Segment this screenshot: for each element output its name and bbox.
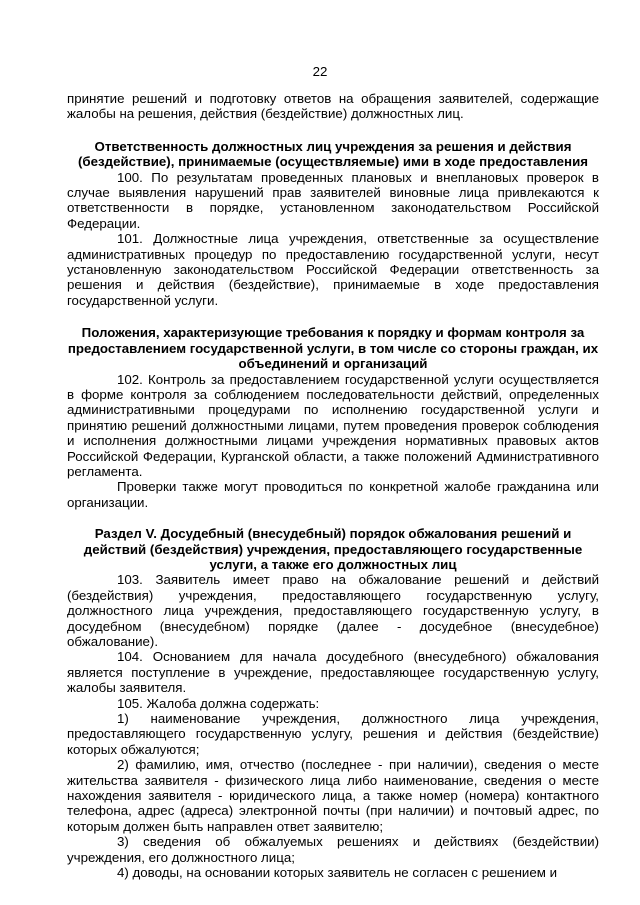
heading-control: Положения, характеризующие требования к порядку и формам контроля за предоставлением государственной услуги, в том числе со стороны граждан, их объединений и организаций [67,325,599,372]
paragraph-102-checks: Проверки также могут проводиться по конкретной жалобе гражданина или организации. [67,479,599,510]
document-body [67,91,599,881]
heading-responsibility: Ответственность должностных лиц учреждения за решения и действия (бездействие), принимаемые (осуществляемые) ими в ходе предоставления [77,138,588,170]
paragraph-intro: принятие решений и подготовку ответов на обращения заявителей, содержащие жалобы на решения, действия (бездействие) должностных лиц. [67,91,599,122]
paragraph-105: 105. Жалоба должна содержать: [117,695,320,711]
paragraph-103: 103. Заявитель имеет право на обжалование решений и действий (бездействия) учреждения, предоставляющего государственную услугу, должностного лица учреждения, предоставляющего государственную услугу, в досудебном (внесудебном) порядке (далее - досудебное (внесудебное) обжалование). [67,572,599,649]
paragraph-102: 102. Контроль за предоставлением государственной услуги осуществляется в форме контроля за соблюдением последовательности действий, определенных административными процедурами по исполнению государственной услуги и принятию решений должностными лицами, путем проведения проверок соблюдения и исполнения должностными лицами учреждения нормативных правовых актов Российской Федерации, Курганской области, а также положений Административного регламента. [67,371,599,479]
paragraph-105-item-1: 1) наименование учреждения, должностного лица учреждения, предоставляющего государственную услугу, решения и действия (бездействие) которых обжалуются; [67,711,599,757]
paragraph-105-item-3: 3) сведения об обжалуемых решениях и действиях (бездействии) учреждения, его должностного лица; [67,834,599,865]
heading-section-5: Раздел V. Досудебный (внесудебный) порядок обжалования решений и действий (бездействия) учреждения, предоставляющего государственные услуги, а также его должностных лиц [83,526,583,572]
paragraph-105-item-4: 4) доводы, на основании которых заявитель не согласен с решением и [117,865,558,881]
paragraph-105-item-2: 2) фамилию, имя, отчество (последнее - при наличии), сведения о месте жительства заявителя - физического лица либо наименование, сведения о месте нахождения заявителя - юридического лица, а также номер (номера) контактного телефона, адрес (адреса) электронной почты (при наличии) и почтовый адрес, по которым должен быть направлен ответ заявителю; [67,757,599,834]
paragraph-104: 104. Основанием для начала досудебного (внесудебного) обжалования является поступление в учреждение, предоставляющее государственную услугу, жалобы заявителя. [67,649,599,696]
page-number: 22 [312,64,328,79]
paragraph-100: 100. По результатам проведенных плановых и внеплановых проверок в случае выявления нарушений прав заявителей виновные лица привлекаются к ответственности в порядке, установленном законодательством Российской Федерации. [67,169,599,231]
paragraph-101: 101. Должностные лица учреждения, ответственные за осуществление административных процедур по предоставлению государственной услуги, несут установленную законодательством Российской Федерации ответственность за решения и действия (бездействие), принимаемые в ходе предоставления государственной услуги. [67,231,599,308]
